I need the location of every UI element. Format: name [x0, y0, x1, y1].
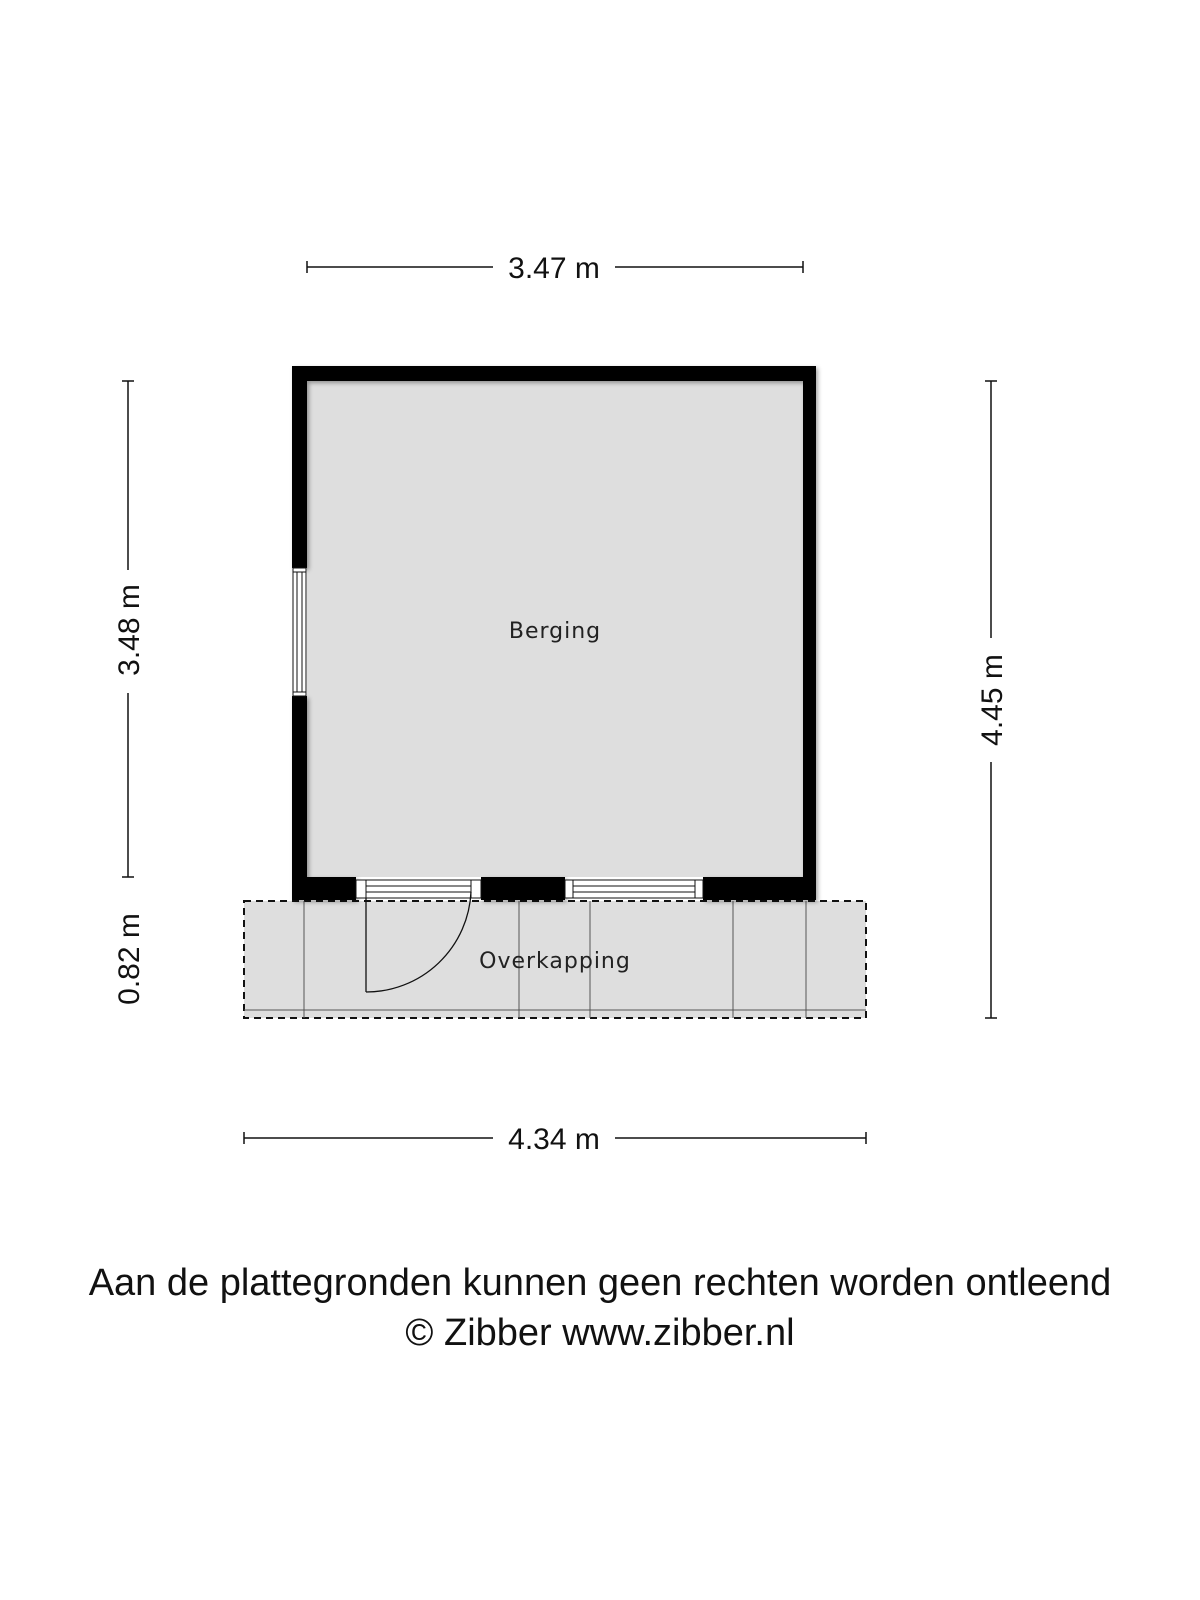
dimension-bottom-label: 4.34 m — [508, 1123, 600, 1156]
berging-room — [292, 366, 816, 992]
wall-bottom-right — [703, 877, 816, 900]
window-bottom-wall — [565, 880, 703, 898]
overkapping-label: Overkapping — [479, 949, 631, 974]
dimension-left-lower-label: 0.82 m — [113, 913, 146, 1005]
wall-right — [803, 366, 816, 900]
wall-bottom-middle — [481, 877, 565, 900]
wall-bottom-left — [292, 877, 356, 900]
wall-top — [292, 366, 816, 381]
berging-label: Berging — [508, 619, 602, 644]
wall-left-lower — [292, 696, 307, 900]
disclaimer-text: Aan de plattegronden kunnen geen rechten worden ontleend — [88, 1262, 1112, 1304]
dimension-right-label: 4.45 m — [976, 654, 1009, 746]
window-left-wall — [293, 568, 306, 696]
dimension-top-label: 3.47 m — [508, 252, 600, 285]
dimension-left-upper-label: 3.48 m — [113, 584, 146, 676]
wall-left-upper — [292, 366, 307, 568]
copyright-text: © Zibber www.zibber.nl — [405, 1312, 795, 1354]
